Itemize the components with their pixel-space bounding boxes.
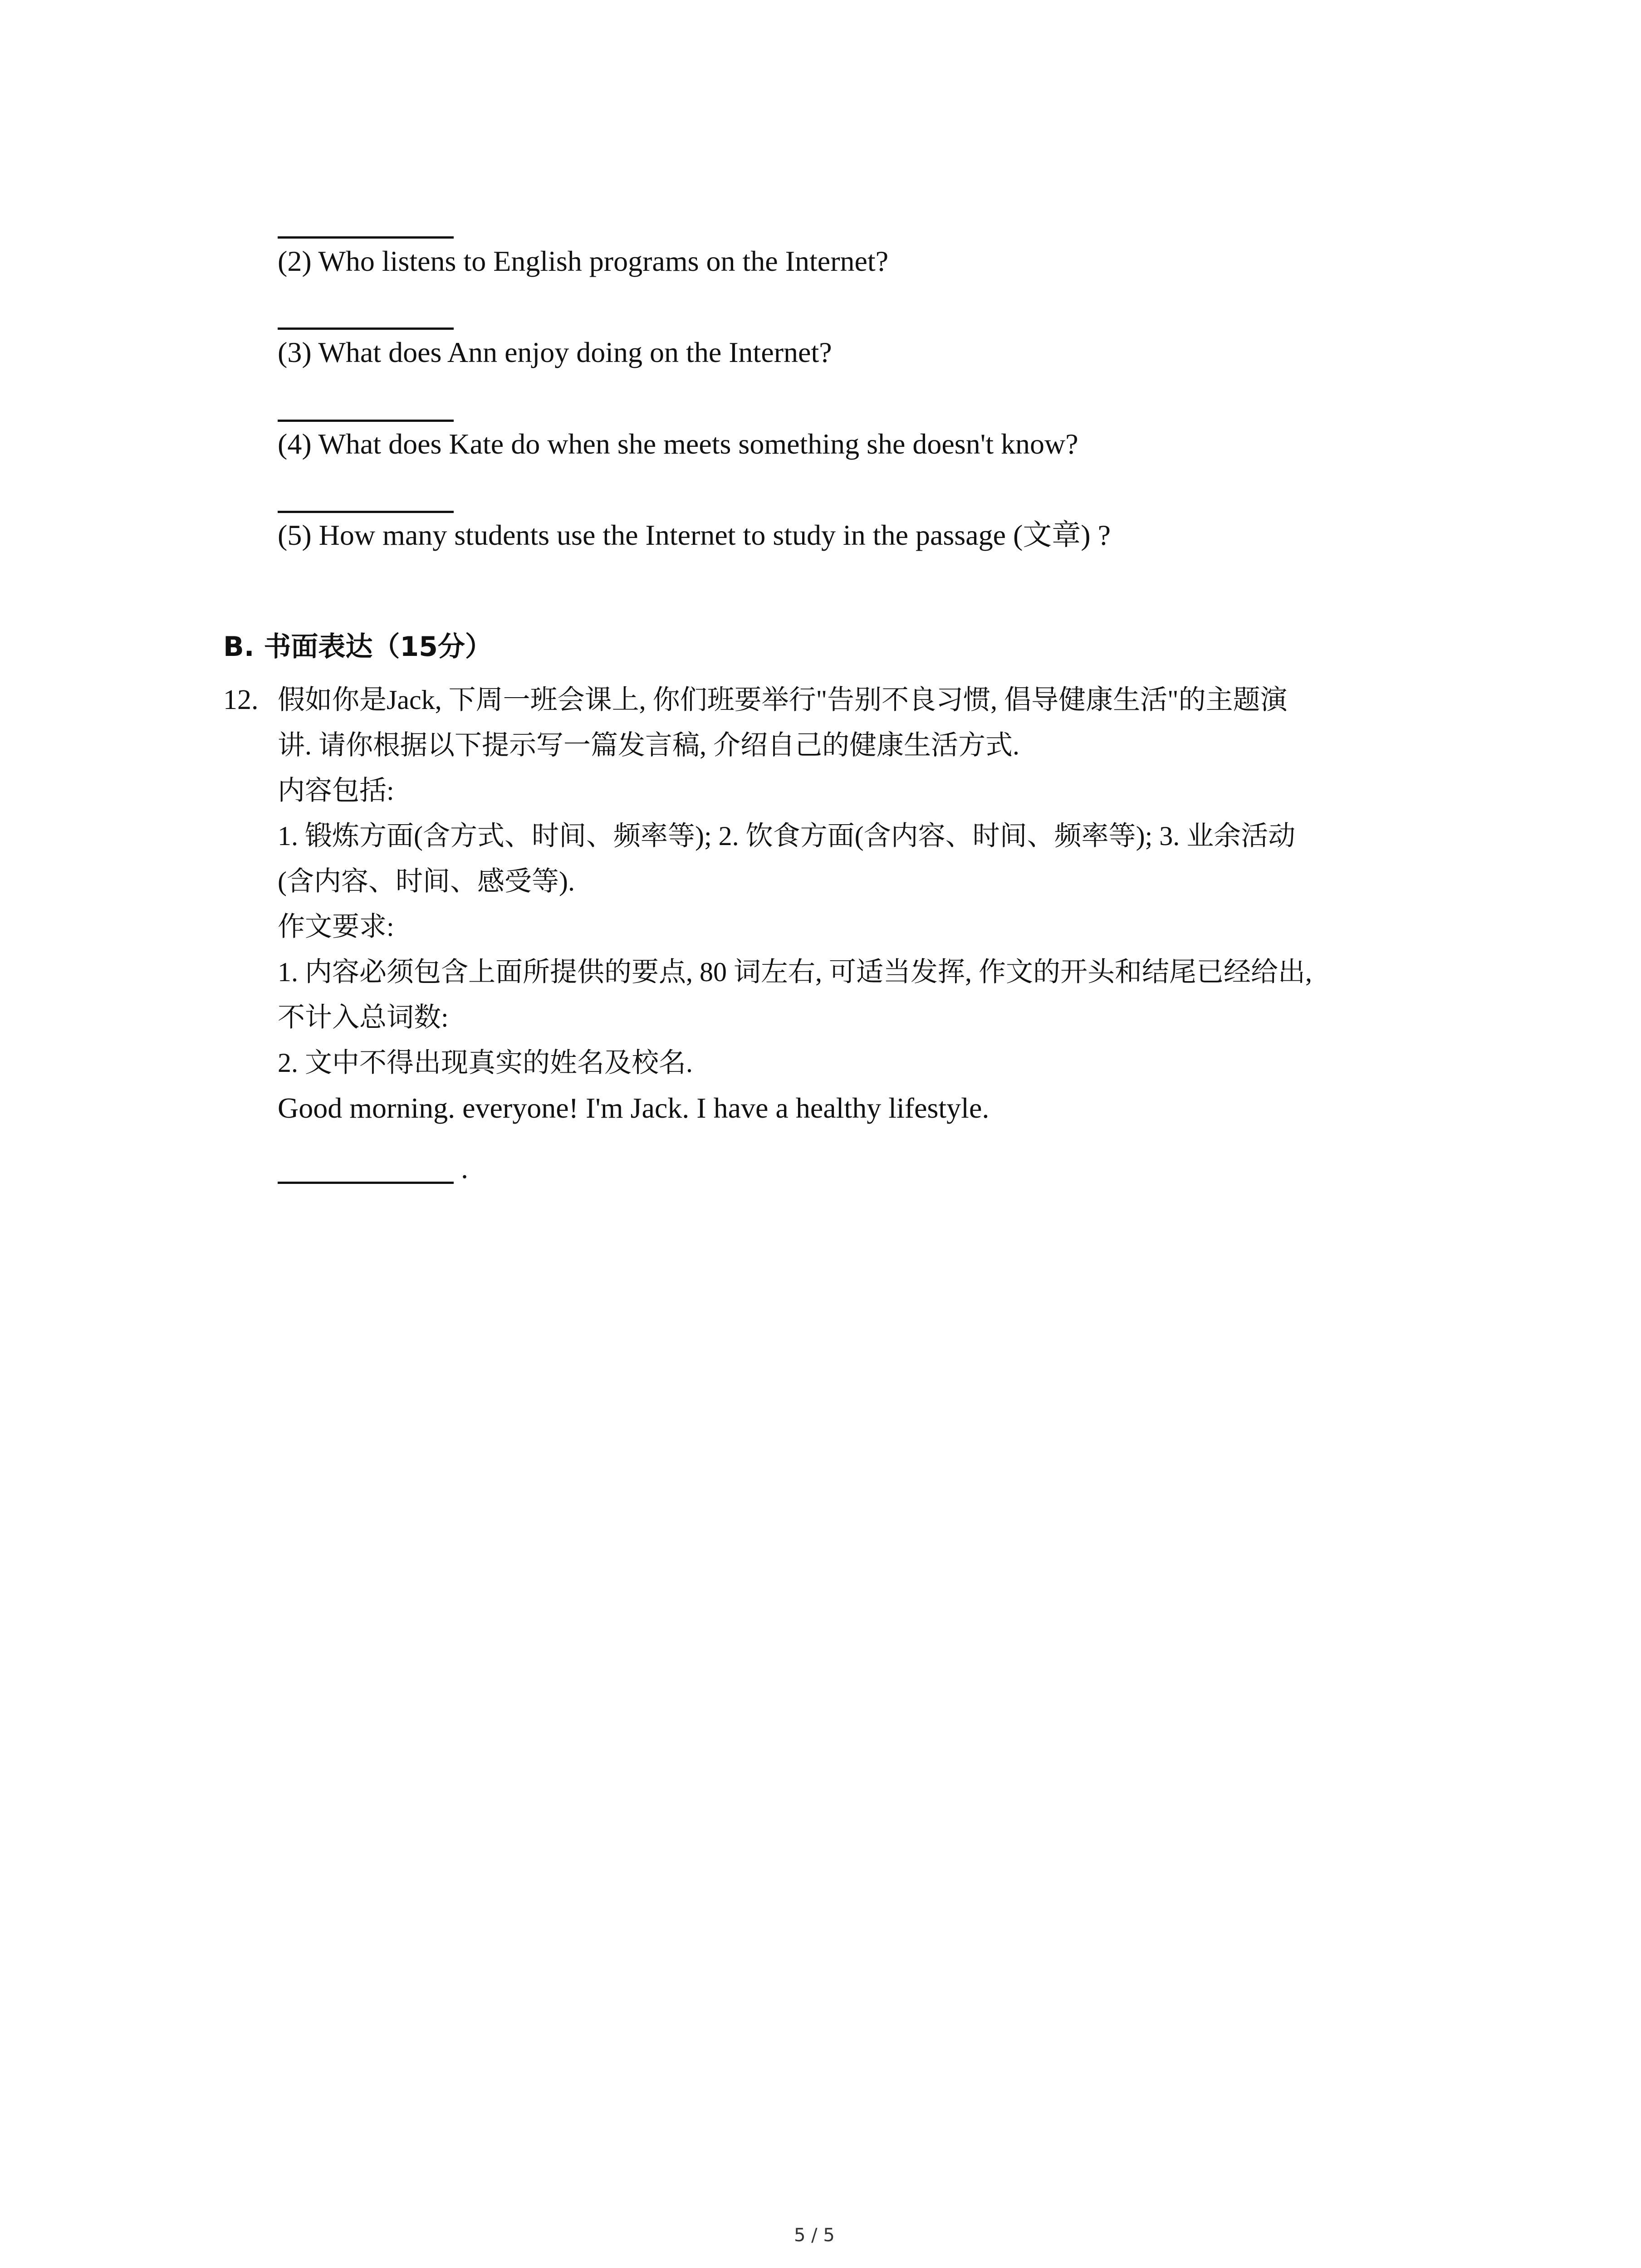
question-number: 12.: [223, 684, 259, 715]
question-3: (3) What does Ann enjoy doing on the Internet?: [278, 336, 832, 368]
prompt-line-5: (含内容、时间、感受等).: [278, 866, 575, 896]
answer-blank-1[interactable]: [278, 236, 454, 239]
prompt-line-6: 作文要求:: [278, 912, 394, 942]
answer-blank-3[interactable]: [278, 420, 454, 422]
question-2: (2) Who listens to English programs on the Internet?: [278, 245, 889, 277]
essay-answer-blank[interactable]: [278, 1182, 454, 1184]
essay-ending-punct: .: [461, 1152, 468, 1184]
question-4: (4) What does Kate do when she meets something she doesn't know?: [278, 428, 1078, 460]
section-b-title: B. 书面表达（15分）: [223, 631, 492, 663]
prompt-line-2: 讲. 请你根据以下提示写一篇发言稿, 介绍自己的健康生活方式.: [278, 730, 1019, 760]
answer-blank-2[interactable]: [278, 327, 454, 330]
prompt-line-9: 2. 文中不得出现真实的姓名及校名.: [278, 1048, 693, 1078]
prompt-line-4: 1. 锻炼方面(含方式、时间、频率等); 2. 饮食方面(含内容、时间、频率等); 3. 业余活动: [278, 821, 1296, 851]
prompt-line-7: 1. 内容必须包含上面所提供的要点, 80 词左右, 可适当发挥, 作文的开头和结尾已经给出,: [278, 957, 1312, 987]
essay-opening: Good morning. everyone! I'm Jack. I have a healthy lifestyle.: [278, 1092, 989, 1124]
prompt-line-8: 不计入总词数:: [278, 1002, 449, 1032]
prompt-line-1: 假如你是Jack, 下周一班会课上, 你们班要举行"告别不良习惯, 倡导健康生活"的主题演: [278, 685, 1288, 715]
prompt-line-3: 内容包括:: [278, 776, 394, 806]
page-number: 5 / 5: [794, 2225, 835, 2246]
answer-blank-4[interactable]: [278, 511, 454, 513]
question-5: (5) How many students use the Internet to study in the passage (文章) ?: [278, 519, 1111, 551]
